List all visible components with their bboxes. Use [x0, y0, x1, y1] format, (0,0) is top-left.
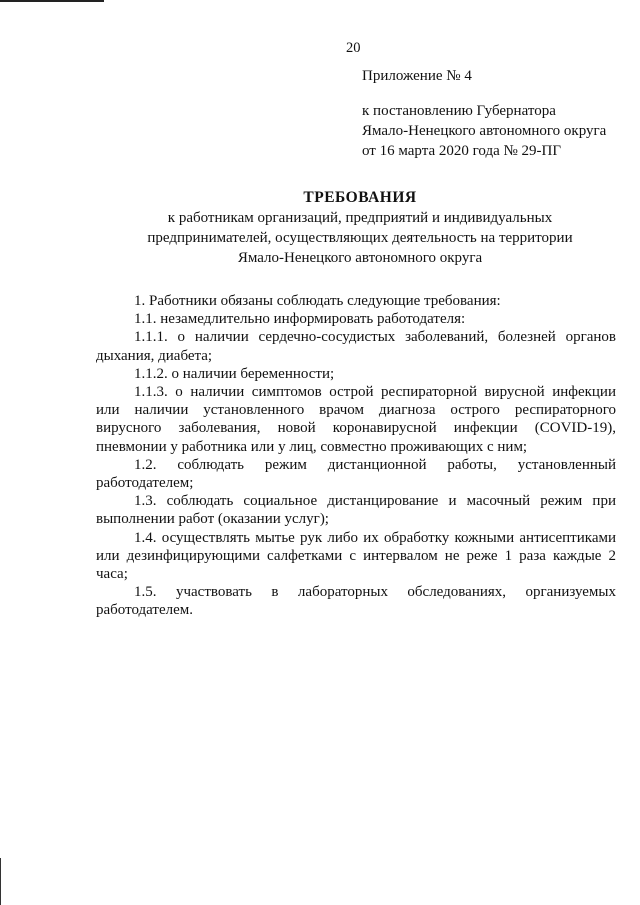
- appendix-title: Приложение № 4: [362, 68, 472, 84]
- requirement-item: 1.3. соблюдать социальное дистанцирование и масочный режим при выполнении работ (оказании услуг);: [96, 493, 616, 528]
- page-number: 20: [346, 40, 361, 56]
- document-title: ТРЕБОВАНИЯ: [303, 189, 417, 206]
- requirement-item: 1.4. осуществлять мытье рук либо их обработку кожными антисептиками или дезинфицирующими салфетками с интервалом не реже 1 раза каждые 2 часа;: [96, 529, 616, 583]
- document-subtitle-line: предпринимателей, осуществляющих деятельность на территории: [147, 230, 573, 246]
- appendix-ref-line: от 16 марта 2020 года № 29-ПГ: [362, 143, 562, 159]
- appendix-block: [362, 66, 606, 161]
- scan-edge-left: [0, 858, 1, 905]
- requirement-item: 1. Работники обязаны соблюдать следующие требования:: [134, 293, 501, 309]
- scan-edge-top: [0, 0, 104, 2]
- requirement-item: 1.1.1. о наличии сердечно-сосудистых заболеваний, болезней органов дыхания, диабета;: [96, 329, 616, 364]
- appendix-ref-line: к постановлению Губернатора: [362, 103, 556, 119]
- requirement-item: 1.1. незамедлительно информировать работодателя:: [134, 311, 466, 328]
- requirement-item: 1.1.3. о наличии симптомов острой респираторной вирусной инфекции или наличии установленного врачом диагноза острого респираторного вирусного заболевания, новой коронавирусной инфекции (COVID-19), пневмонии у работника или у лиц, совместно проживающих с ним;: [96, 384, 616, 455]
- requirement-item: 1.2. соблюдать режим дистанционной работы, установленный работодателем;: [96, 456, 616, 492]
- document-body: [96, 292, 616, 620]
- requirement-item: 1.1.2. о наличии беременности;: [134, 365, 335, 382]
- document-subtitle-line: к работникам организаций, предприятий и индивидуальных: [167, 210, 553, 226]
- document-subtitle-line: Ямало-Ненецкого автономного округа: [237, 250, 483, 266]
- requirement-item: 1.5. участвовать в лабораторных обследованиях, организуемых работодателем.: [96, 584, 616, 619]
- appendix-ref-line: Ямало-Ненецкого автономного округа: [362, 123, 607, 139]
- document-heading: [110, 188, 610, 268]
